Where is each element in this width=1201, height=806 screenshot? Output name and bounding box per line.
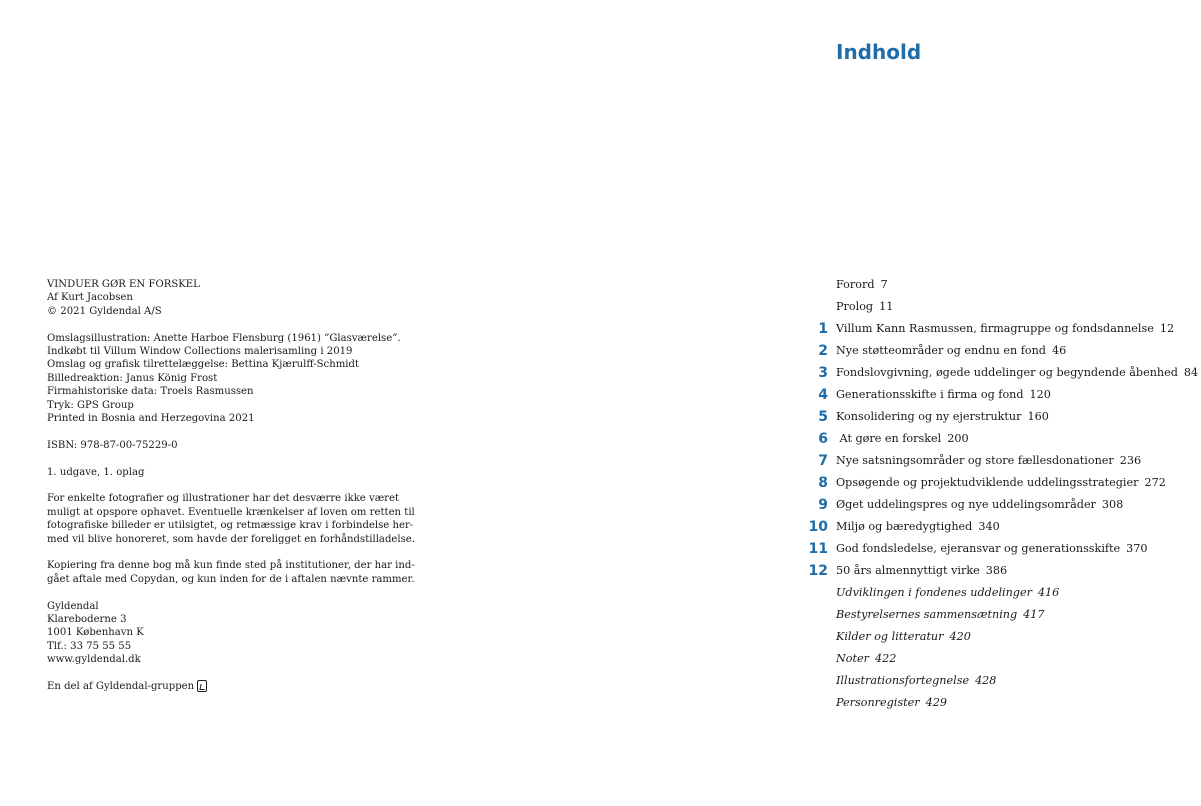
chapter-title: Villum Kann Rasmussen, firmagruppe og fondsdannelse xyxy=(836,322,1154,335)
chapter-number: 10 xyxy=(808,519,828,535)
page-number: 236 xyxy=(1119,454,1142,467)
copy-note xyxy=(47,559,415,586)
chapter-number: 6 xyxy=(818,431,828,447)
toc-entry-text xyxy=(836,406,1049,428)
toc-entry-text xyxy=(836,582,1059,604)
toc-entry-text xyxy=(836,538,1148,560)
page-number: 428 xyxy=(975,674,997,687)
credit-line: Indkøbt til Villum Window Collections malerisamling i 2019 xyxy=(47,346,353,358)
toc-entry-text xyxy=(836,472,1166,494)
note-line: gået aftale med Copydan, og kun inden for de i aftalen nævnte rammer. xyxy=(47,573,415,585)
page-number: 160 xyxy=(1027,410,1049,423)
group-line-wrap xyxy=(47,680,377,693)
toc-entry-text xyxy=(836,384,1051,406)
toc-entry xyxy=(800,472,1180,494)
publisher-phone: Tlf.: 33 75 55 55 xyxy=(47,640,132,652)
photo-note xyxy=(47,492,415,546)
edition: 1. udgave, 1. oplag xyxy=(47,466,145,478)
toc-entry-text xyxy=(836,362,1198,384)
toc-entry xyxy=(800,516,1180,538)
toc-entry-text xyxy=(836,560,1007,582)
page-number: 422 xyxy=(875,652,897,665)
gyldendal-logo-icon xyxy=(197,680,207,692)
page-number: 386 xyxy=(985,564,1008,577)
publisher-street: Klareboderne 3 xyxy=(47,614,127,626)
credit-line: Printed in Bosnia and Herzegovina 2021 xyxy=(47,413,255,425)
toc-entry xyxy=(800,274,1180,296)
chapter-number: 3 xyxy=(818,365,828,381)
toc-entry-text xyxy=(836,692,947,714)
publisher-address xyxy=(47,600,377,667)
toc-entry xyxy=(800,648,1180,670)
page-number: 46 xyxy=(1051,344,1067,357)
toc-entry xyxy=(800,494,1180,516)
chapter-title: Konsolidering og ny ejerstruktur xyxy=(836,410,1022,423)
chapter-title: Nye satsningsområder og store fællesdonationer xyxy=(836,454,1114,467)
toc-entry xyxy=(800,296,1180,318)
credits-block xyxy=(47,332,401,426)
chapter-title: God fondsledelse, ejeransvar og generationsskifte xyxy=(836,542,1121,555)
note-line: med vil blive honoreret, som havde der foreligget en forhåndstilladelse. xyxy=(47,533,415,545)
publisher-website: www.gyldendal.dk xyxy=(47,654,141,666)
chapter-number: 8 xyxy=(818,475,828,491)
chapter-title: Prolog xyxy=(836,300,874,313)
chapter-number: 9 xyxy=(818,497,828,513)
toc-entry xyxy=(800,406,1180,428)
chapter-number: 1 xyxy=(818,321,828,337)
note-line: For enkelte fotografier og illustrationer har det desværre ikke været xyxy=(47,493,400,505)
chapter-title: At gøre en forskel xyxy=(836,432,942,445)
copyright-line: © 2021 Gyldendal A/S xyxy=(47,305,162,317)
chapter-title: Udviklingen i fondenes uddelinger xyxy=(836,586,1032,599)
toc-list xyxy=(800,274,1199,714)
page-number: 7 xyxy=(880,278,888,291)
chapter-title: Fondslovgivning, øgede uddelinger og begyndende åbenhed xyxy=(836,366,1178,379)
chapter-title: Illustrationsfortegnelse xyxy=(836,674,970,687)
page-number: 416 xyxy=(1037,586,1060,599)
note-line: Kopiering fra denne bog må kun finde sted på institutioner, der har ind- xyxy=(47,560,415,572)
toc-entry xyxy=(800,604,1180,626)
chapter-number: 4 xyxy=(818,387,828,403)
note-line: muligt at opspore ophavet. Eventuelle krænkelser af loven om retten til xyxy=(47,506,415,518)
chapter-title: 50 års almennyttigt virke xyxy=(836,564,980,577)
toc-entry xyxy=(800,428,1180,450)
toc-entry xyxy=(800,582,1180,604)
chapter-title: Forord xyxy=(836,278,875,291)
toc-title: Indhold xyxy=(836,40,922,64)
toc-entry-text xyxy=(836,604,1045,626)
toc-entry xyxy=(800,384,1180,406)
toc-entry xyxy=(800,362,1199,384)
book-title: VINDUER GØR EN FORSKEL xyxy=(47,279,200,290)
chapter-title: Generationsskifte i firma og fond xyxy=(836,388,1024,401)
page-number: 370 xyxy=(1126,542,1148,555)
page-number: 120 xyxy=(1029,388,1051,401)
toc-entry-text xyxy=(836,626,971,648)
group-line: En del af Gyldendal-gruppen xyxy=(47,681,195,693)
page-number: 272 xyxy=(1144,476,1166,489)
toc-entry-text xyxy=(836,648,896,670)
toc-entry-text xyxy=(836,274,888,296)
toc-entry xyxy=(800,318,1180,340)
isbn: ISBN: 978-87-00-75229-0 xyxy=(47,439,178,451)
page-number: 11 xyxy=(879,300,894,313)
toc-entry-text xyxy=(836,670,996,692)
publisher-name: Gyldendal xyxy=(47,600,99,612)
toc-entry xyxy=(800,670,1180,692)
credit-line: Firmahistoriske data: Troels Rasmussen xyxy=(47,386,254,398)
credit-line: Omslag og grafisk tilrettelæggelse: Bettina Kjærulff-Schmidt xyxy=(47,359,360,371)
page-number: 308 xyxy=(1101,498,1124,511)
chapter-number: 11 xyxy=(808,541,828,557)
note-line: fotografiske billeder er utilsigtet, og retmæssige krav i forbindelse her- xyxy=(47,520,414,532)
toc-entry xyxy=(800,450,1180,472)
chapter-number: 7 xyxy=(818,453,828,469)
chapter-number: 12 xyxy=(808,563,828,579)
title-block xyxy=(47,278,377,318)
toc-entry-text xyxy=(836,318,1174,340)
credit-line: Billedreaktion: Janus König Frost xyxy=(47,372,218,384)
toc-entry xyxy=(800,692,1180,714)
page-number: 417 xyxy=(1023,608,1045,621)
toc-entry-text xyxy=(836,340,1066,362)
chapter-title: Miljø og bæredygtighed xyxy=(836,520,973,533)
toc-entry xyxy=(800,626,1180,648)
page-number: 200 xyxy=(947,432,969,445)
toc-entry-text xyxy=(836,450,1141,472)
toc-entry xyxy=(800,340,1180,362)
publisher-city: 1001 København K xyxy=(47,627,144,639)
author-line: Af Kurt Jacobsen xyxy=(47,292,133,304)
toc-entry-text xyxy=(836,494,1123,516)
chapter-title: Nye støtteområder og endnu en fond xyxy=(836,344,1046,357)
page-number: 12 xyxy=(1159,322,1175,335)
page-number: 420 xyxy=(949,630,971,643)
chapter-number: 2 xyxy=(818,343,828,359)
chapter-number: 5 xyxy=(818,409,828,425)
toc-entry-text xyxy=(836,428,969,450)
toc-entry xyxy=(800,560,1180,582)
toc-entry-text xyxy=(836,516,1000,538)
chapter-title: Personregister xyxy=(836,696,920,709)
credit-line: Omslagsillustration: Anette Harboe Flensburg (1961) ”Glasværelse”. xyxy=(47,332,401,344)
colophon xyxy=(47,278,415,707)
chapter-title: Noter xyxy=(836,652,869,665)
page-number: 340 xyxy=(978,520,1000,533)
chapter-title: Bestyrelsernes sammensætning xyxy=(836,608,1018,621)
chapter-title: Kilder og litteratur xyxy=(836,630,944,643)
toc-entry-text xyxy=(836,296,893,318)
page-number: 429 xyxy=(925,696,947,709)
toc-entry xyxy=(800,538,1180,560)
page-number: 84 xyxy=(1183,366,1199,379)
chapter-title: Opsøgende og projektudviklende uddelingsstrategier xyxy=(836,476,1139,489)
credit-line: Tryk: GPS Group xyxy=(47,399,134,411)
chapter-title: Øget uddelingspres og nye uddelingsområder xyxy=(836,498,1096,511)
